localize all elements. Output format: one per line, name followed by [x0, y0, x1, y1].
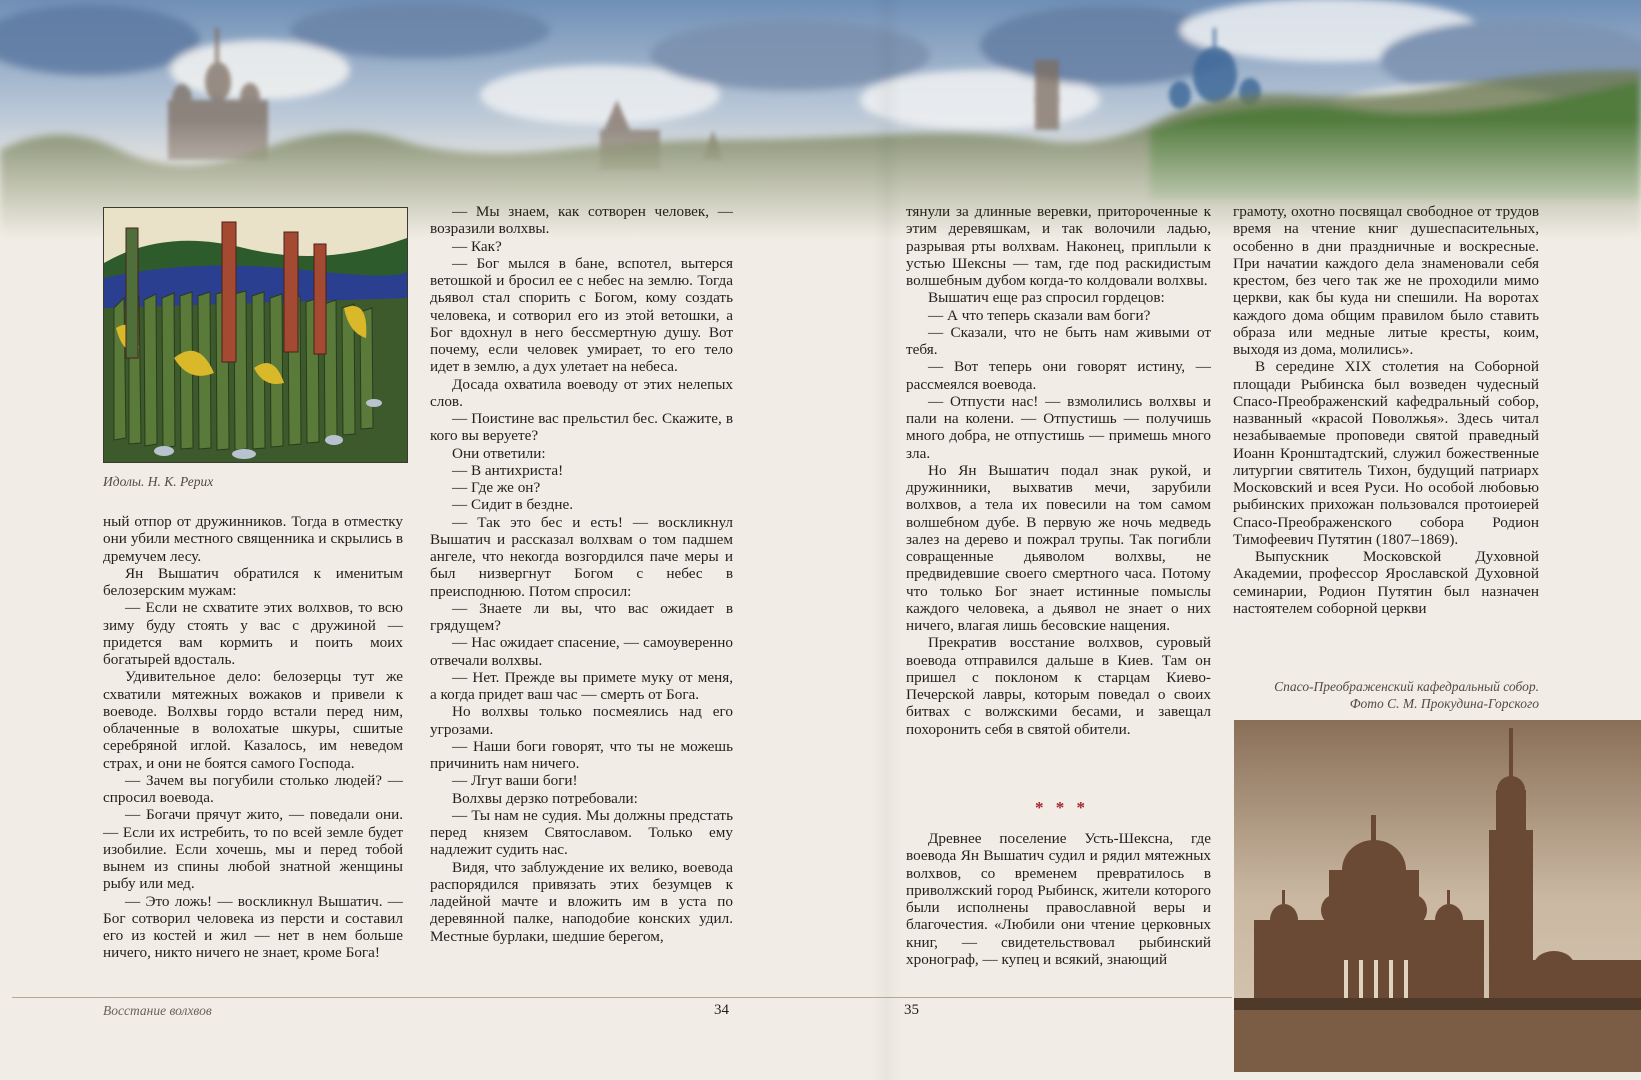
paragraph: — А что теперь сказали вам боги?: [928, 306, 1151, 324]
paragraph: — Наши боги говорят, что ты не можешь причинить нам ничего.: [430, 737, 733, 772]
paragraph: Но волхвы только посмеялись над его угрозами.: [430, 703, 733, 738]
paragraph: — Зачем вы погубили столько людей? — спросил воевода.: [103, 771, 403, 806]
paragraph: Выпускник Московской Духовной Академии, профессор Ярославской Духовной семинарии, Родион Путятин был назначен настоятелем соборной церкви: [1233, 548, 1539, 617]
paragraph: — Где же он?: [452, 479, 541, 496]
paragraph: В середине XIX столетия на Соборной площади Рыбинска был возведен чудесный Спасо-Преображенский кафедральный собор, названный «красой Поволжья». Здесь читал незабываемые проповеди святой праведный Иоанн Кронштадтский, служил божественные литургии святитель Тихон, будущий патриарх Московский и всея Руси. Но особой любовью рыбинских прихожан пользовался протоиерей Спасо-Преображенского собора Родион Тимофеевич Путятин (1807–1869).: [1233, 358, 1539, 548]
page-gutter: [872, 0, 902, 1080]
paragraph: Ян Вышатич обратился к именитым белозерским мужам:: [103, 564, 403, 599]
paragraph: — Отпусти нас! — взмолились волхвы и пали на колени. — Отпустишь — получишь много добра, не отпустишь — примешь много зла.: [906, 392, 1211, 462]
paragraph: — Как?: [452, 237, 502, 255]
footer-rule: [12, 997, 1232, 998]
paragraph: — Бог мылся в бане, вспотел, вытерся ветошкой и бросил ее с небес на землю. Тогда дьявол стал спорить с Богом, кому создать человека, и сотворил его из этой ветошки, а Бог вдохнул в него бессмертную душу. Вот почему, если человек умирает, то его тело идет в землю, а дух улетает на небеса.: [430, 254, 733, 376]
paragraph: Удивительное дело: белозерцы тут же схватили мятежных вожаков и привели к воеводе. Волхвы гордо встали перед ним, облаченные в волохатые шкуры, сшитые серебряной иглой. Казалось, им неведом страх, и они не боятся самого Господа.: [103, 668, 403, 772]
paragraph: — Сидит в бездне.: [452, 496, 574, 514]
running-title: Восстание волхвов: [103, 1003, 212, 1018]
page-number-left: 34: [714, 1002, 729, 1018]
cathedral-sepia-photo: [1234, 720, 1641, 1072]
right-page-column-1-continued: [906, 830, 1211, 968]
paragraph: Волхвы дерзко потребовали:: [452, 789, 638, 807]
paragraph: — Знаете ли вы, что вас ожидает в грядущем?: [430, 599, 733, 634]
paragraph: Видя, что заблуждение их велико, воевода распорядился привязать этих безумцев к ладейной мачте и вложить им в уста по деревянной палке, наподобие конских удил. Местные бурлаки, шедшие берегом,: [430, 858, 733, 945]
paragraph: Но Ян Вышатич подал знак рукой, и дружинники, выхватив мечи, зарубили волхвов, а тела их повесили на том самом волшебном дубе. В первую же ночь медведь залез на дерево и пожрал трупы. Так погибли совращенные дьяволом волхвы, не предвидевшие своего смертного часа. Потому что только Бог знает истинные помыслы каждого человека, а дьявол не знает о них ничего, влагая лишь бесовские нащения.: [906, 461, 1211, 634]
left-page-column-1: [103, 513, 403, 962]
section-divider-stars: * * *: [1035, 798, 1089, 817]
illustration-caption: Идолы. Н. К. Рерих: [103, 474, 214, 489]
paragraph: — Ты нам не судия. Мы должны предстать перед князем Святославом. Только ему надлежит судить нас.: [430, 806, 733, 859]
left-page-column-2: [430, 203, 733, 945]
paragraph: ный отпор от дружинников. Тогда в отместку они убили местного священника и скрылись в дремучем лесу.: [103, 513, 403, 565]
paragraph: Они ответили:: [452, 444, 546, 462]
paragraph: — В антихриста!: [452, 461, 564, 479]
right-page-column-1: [906, 203, 1211, 738]
paragraph: Прекратив восстание волхвов, суровый воевода отправился дальше в Киев. Там он пришел с поклоном к старцам Киево-Печерской лавры, которым поведал о своих битвах с волжскими бесами, и завещал похоронить себя в святой обители.: [906, 634, 1211, 738]
paragraph: — Поистине вас прельстил бес. Скажите, в кого вы веруете?: [430, 410, 733, 445]
paragraph: — Если не схватите этих волхвов, то всю зиму буду стоять у вас с дружиной — придется вам кормить и поить моих богатырей вдосталь.: [103, 599, 403, 668]
paragraph: — Нас ожидает спасение, — самоуверенно отвечали волхвы.: [430, 634, 733, 669]
paragraph: Досада охватила воеводу от этих нелепых слов.: [430, 375, 733, 410]
photo-caption-line: Фото С. М. Прокудина-Горского: [1349, 696, 1539, 711]
paragraph: — Нет. Прежде вы примете муку от меня, а когда придет ваш час — смерть от Бога.: [430, 668, 733, 703]
page-number-right: 35: [904, 1002, 919, 1018]
paragraph: — Лгут ваши боги!: [452, 772, 578, 790]
paragraph: — Мы знаем, как сотворен человек, — возразили волхвы.: [430, 203, 733, 238]
paragraph: — Так это бес и есть! — воскликнул Вышатич и рассказал волхвам о том падшем ангеле, что некогда возгордился паче меры и был низвергнут Богом с небес в преисподнюю. Потом спросил:: [430, 513, 733, 600]
idols-painting-illustration: [103, 207, 408, 463]
paragraph: Древнее поселение Усть-Шексна, где воевода Ян Вышатич судил и рядил мятежных волхвов, со временем превратилось в приволжский город Рыбинск, жители которого были исполнены православной веры и благочестия. «Любили они чтение церковных книг, — свидетельствовал рыбинский хронограф, — купец и всякий, знающий: [906, 830, 1211, 968]
right-page-column-2: [1233, 203, 1539, 617]
paragraph: — Сказали, что не быть нам живыми от тебя.: [906, 323, 1211, 358]
paragraph: — Это ложь! — воскликнул Вышатич. — Бог сотворил человека из персти и составил его из костей и жил — нет в нем больше ничего, никто ничего не знает, кроме Бога!: [103, 892, 403, 962]
photo-caption: [1233, 678, 1539, 712]
paragraph: — Вот теперь они говорят истину, — рассмеялся воевода.: [906, 358, 1211, 393]
paragraph: грамоту, охотно посвящал свободное от трудов время на чтение книг душеспасительных, особенно в дни праздничные и воскресные. При начатии каждого дела знаменовали себя крестом, без чего так же не проходили мимо церкви, как бы куда ни спешили. На воротах каждого дома общим правилом было ставить образа или медные литые кресты, коим, выходя из дома, молились».: [1233, 203, 1539, 358]
paragraph: Вышатич еще раз спросил гордецов:: [928, 289, 1165, 307]
paragraph: — Богачи прячут жито, — поведали они. — Если их истребить, то по всей земле будет изобилие. Если хочешь, мы и перед тобой вынем из спины любой знатной женщины рыбу или мед.: [103, 806, 403, 893]
paragraph: тянули за длинные веревки, притороченные к этим деревяшкам, и так волочили ладью, разрывая рты волхвам. Наконец, приплыли к устью Шексны — там, где под раскидистым волшебным дубом когда-то колдовали волхвы.: [906, 203, 1211, 289]
photo-caption-line: Спасо-Преображенский кафедральный собор.: [1274, 679, 1539, 694]
